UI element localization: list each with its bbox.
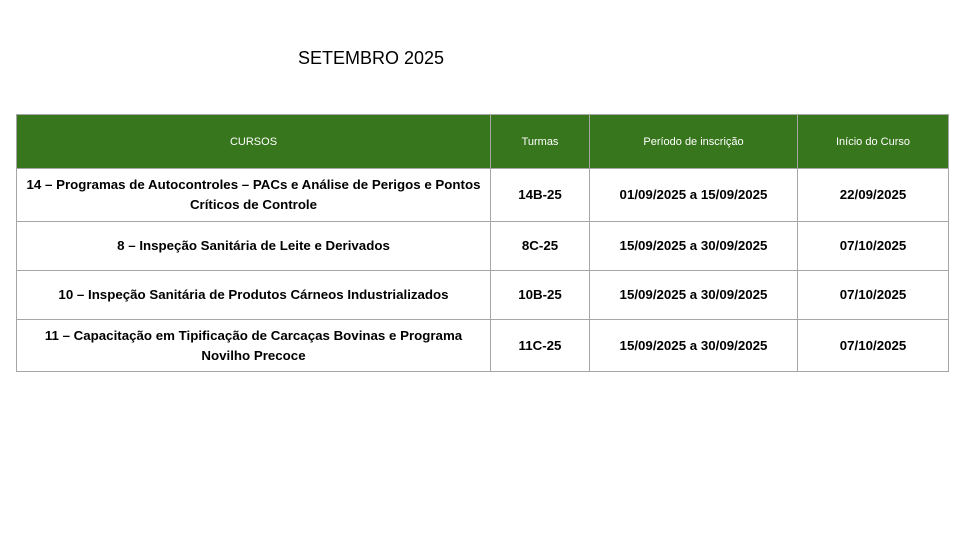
cell-turma: 8C-25 [491,222,590,271]
cell-turma: 14B-25 [491,169,590,222]
header-periodo-inscricao: Período de inscrição [590,115,798,169]
table-row [17,169,949,222]
header-turmas: Turmas [491,115,590,169]
cell-periodo: 15/09/2025 a 30/09/2025 [590,222,798,271]
page-title: SETEMBRO 2025 [298,48,445,68]
cell-turma: 10B-25 [491,271,590,320]
cell-inicio: 07/10/2025 [798,271,949,320]
cell-curso: 14 – Programas de Autocontroles – PACs e Análise de Perigos e Pontos Críticos de Controle [17,169,491,222]
cell-periodo: 01/09/2025 a 15/09/2025 [590,169,798,222]
cell-curso: 10 – Inspeção Sanitária de Produtos Cárneos Industrializados [17,271,491,320]
cell-turma: 11C-25 [491,320,590,372]
cell-curso: 11 – Capacitação em Tipificação de Carcaças Bovinas e Programa Novilho Precoce [17,320,491,372]
table-header-row [17,115,949,169]
course-schedule-table [16,114,949,372]
header-cursos: CURSOS [17,115,491,169]
cell-curso: 8 – Inspeção Sanitária de Leite e Derivados [17,222,491,271]
table-row [17,271,949,320]
cell-inicio: 07/10/2025 [798,320,949,372]
cell-inicio: 07/10/2025 [798,222,949,271]
cell-periodo: 15/09/2025 a 30/09/2025 [590,271,798,320]
table-row [17,320,949,372]
header-inicio-curso: Início do Curso [798,115,949,169]
cell-inicio: 22/09/2025 [798,169,949,222]
table-row [17,222,949,271]
cell-periodo: 15/09/2025 a 30/09/2025 [590,320,798,372]
